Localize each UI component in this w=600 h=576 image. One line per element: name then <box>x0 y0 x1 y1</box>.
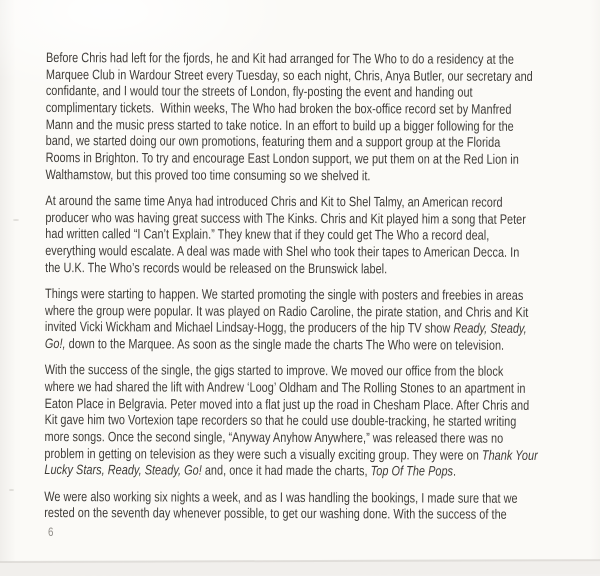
italic-text-segment: Lucky Stars, Ready, Steady, Go! <box>44 462 202 478</box>
text-segment: complimentary tickets. Within weeks, The Who had broken the box-office record set by Manfred <box>45 99 512 117</box>
text-line <box>45 192 503 211</box>
text-line <box>44 335 505 354</box>
text-segment: We were also working six nights a week, and as I was handling the bookings, I made sure that we <box>44 488 518 506</box>
text-segment: the U.K. The Who’s records would be released on the Brunswick label. <box>45 259 388 276</box>
text-block <box>44 50 586 524</box>
italic-text-segment: Top Of The Pops <box>370 463 454 479</box>
text-segment: Before Chris had left for the fjords, he and Kit had arranged for The Who to do a residency at the <box>45 50 514 67</box>
text-segment: producer who was having great success with The Kinks. Chris and Kit played him a song that Peter <box>45 209 526 227</box>
text-line <box>45 50 514 68</box>
text-segment: problem in getting on television as they were such a visually exciting group. They were on <box>44 445 482 463</box>
text-line <box>44 302 529 321</box>
text-line <box>45 209 526 228</box>
text-segment: where we had shared the lift with Andrew ‘Loog’ Oldham and The Rolling Stones to an apartment in <box>44 378 526 396</box>
text-segment: down to the Marquee. As soon as the single made the charts The Who were on television. <box>65 335 505 353</box>
text-line <box>45 116 514 135</box>
text-line <box>45 133 501 151</box>
text-segment: had written called “I Can’t Explain.” They knew that if they could get The Who a record deal, <box>45 226 490 243</box>
text-segment: rested on the seventh day whenever possible, to get our washing done. With the success of the <box>44 505 507 522</box>
text-segment: With the success of the single, the gigs started to improve. We moved our office from the block <box>44 362 504 379</box>
text-segment: where the group were popular. It was played on Radio Caroline, the pirate station, and Chris and Kit <box>44 302 529 320</box>
text-line <box>44 462 476 480</box>
paragraph <box>45 193 585 278</box>
text-line <box>44 505 507 523</box>
text-line <box>46 83 478 101</box>
text-segment: Mann and the music press started to take notice. In an effort to build up a bigger following for the <box>45 116 514 134</box>
text-segment: invited Vicki Wickham and Michael Lindsay-Hogg, the producers of the hip TV show <box>44 319 454 336</box>
italic-text-segment: Ready, Steady, <box>453 320 527 337</box>
scan-background-strip <box>0 560 600 576</box>
text-line <box>44 362 504 380</box>
text-line <box>45 66 533 85</box>
text-segment: confidante, and I would tour the streets of London, fly-posting the event and handing out <box>45 83 473 100</box>
text-line <box>45 260 477 278</box>
text-line <box>44 319 527 337</box>
text-line <box>45 226 490 244</box>
text-line <box>44 395 530 414</box>
text-segment: Rooms in Brighton. To try and encourage East London support, we put them on at the Red Lion in <box>45 149 519 167</box>
text-segment: Walthamstow, but this proved too time consuming so we shelved it. <box>45 166 371 183</box>
text-line <box>45 242 520 261</box>
paragraph <box>45 50 586 185</box>
page-number: 6 <box>48 527 54 539</box>
text-line <box>45 167 477 185</box>
text-segment: At around the same time Anya had introduced Chris and Kit to Shel Talmy, an American record <box>45 192 503 210</box>
text-segment: band, we started doing our own promotions, featuring them and a support group at the Florida <box>45 133 501 151</box>
text-segment: more songs. Once the second single, “Anyway Anyhow Anywhere,” was released there was no <box>44 428 504 446</box>
text-line <box>44 412 517 430</box>
text-segment: . <box>453 463 457 479</box>
scan-smudge <box>13 219 19 221</box>
text-line <box>44 445 538 463</box>
text-line <box>44 378 526 397</box>
text-segment: everything would escalate. A deal was made with Shel who took their tapes to American Decca. In <box>45 242 520 260</box>
text-line <box>45 285 524 304</box>
italic-text-segment: Thank Your <box>481 447 538 463</box>
paragraph <box>45 286 585 355</box>
text-segment: Marquee Club in Wardour Street every Tuesday, so each night, Chris, Anya Butler, our secretary and <box>45 66 533 84</box>
text-line <box>44 428 504 447</box>
paragraph <box>44 488 584 523</box>
text-line <box>44 488 518 506</box>
text-line <box>45 149 519 168</box>
text-segment: Kit gave him two Vortexion tape recorders so that he could use double-tracking, he started writing <box>44 412 517 429</box>
text-line <box>45 99 512 118</box>
text-segment: Things were starting to happen. We started promoting the single with posters and freebies in areas <box>45 285 524 303</box>
italic-text-segment: Go!, <box>44 335 66 351</box>
paragraph <box>44 362 584 481</box>
scan-smudge <box>9 489 14 491</box>
text-segment: Eaton Place in Belgravia. Peter moved into a flat just up the road in Chesham Place. After Chris and <box>44 395 530 413</box>
text-segment: and, once it had made the charts, <box>201 462 371 479</box>
